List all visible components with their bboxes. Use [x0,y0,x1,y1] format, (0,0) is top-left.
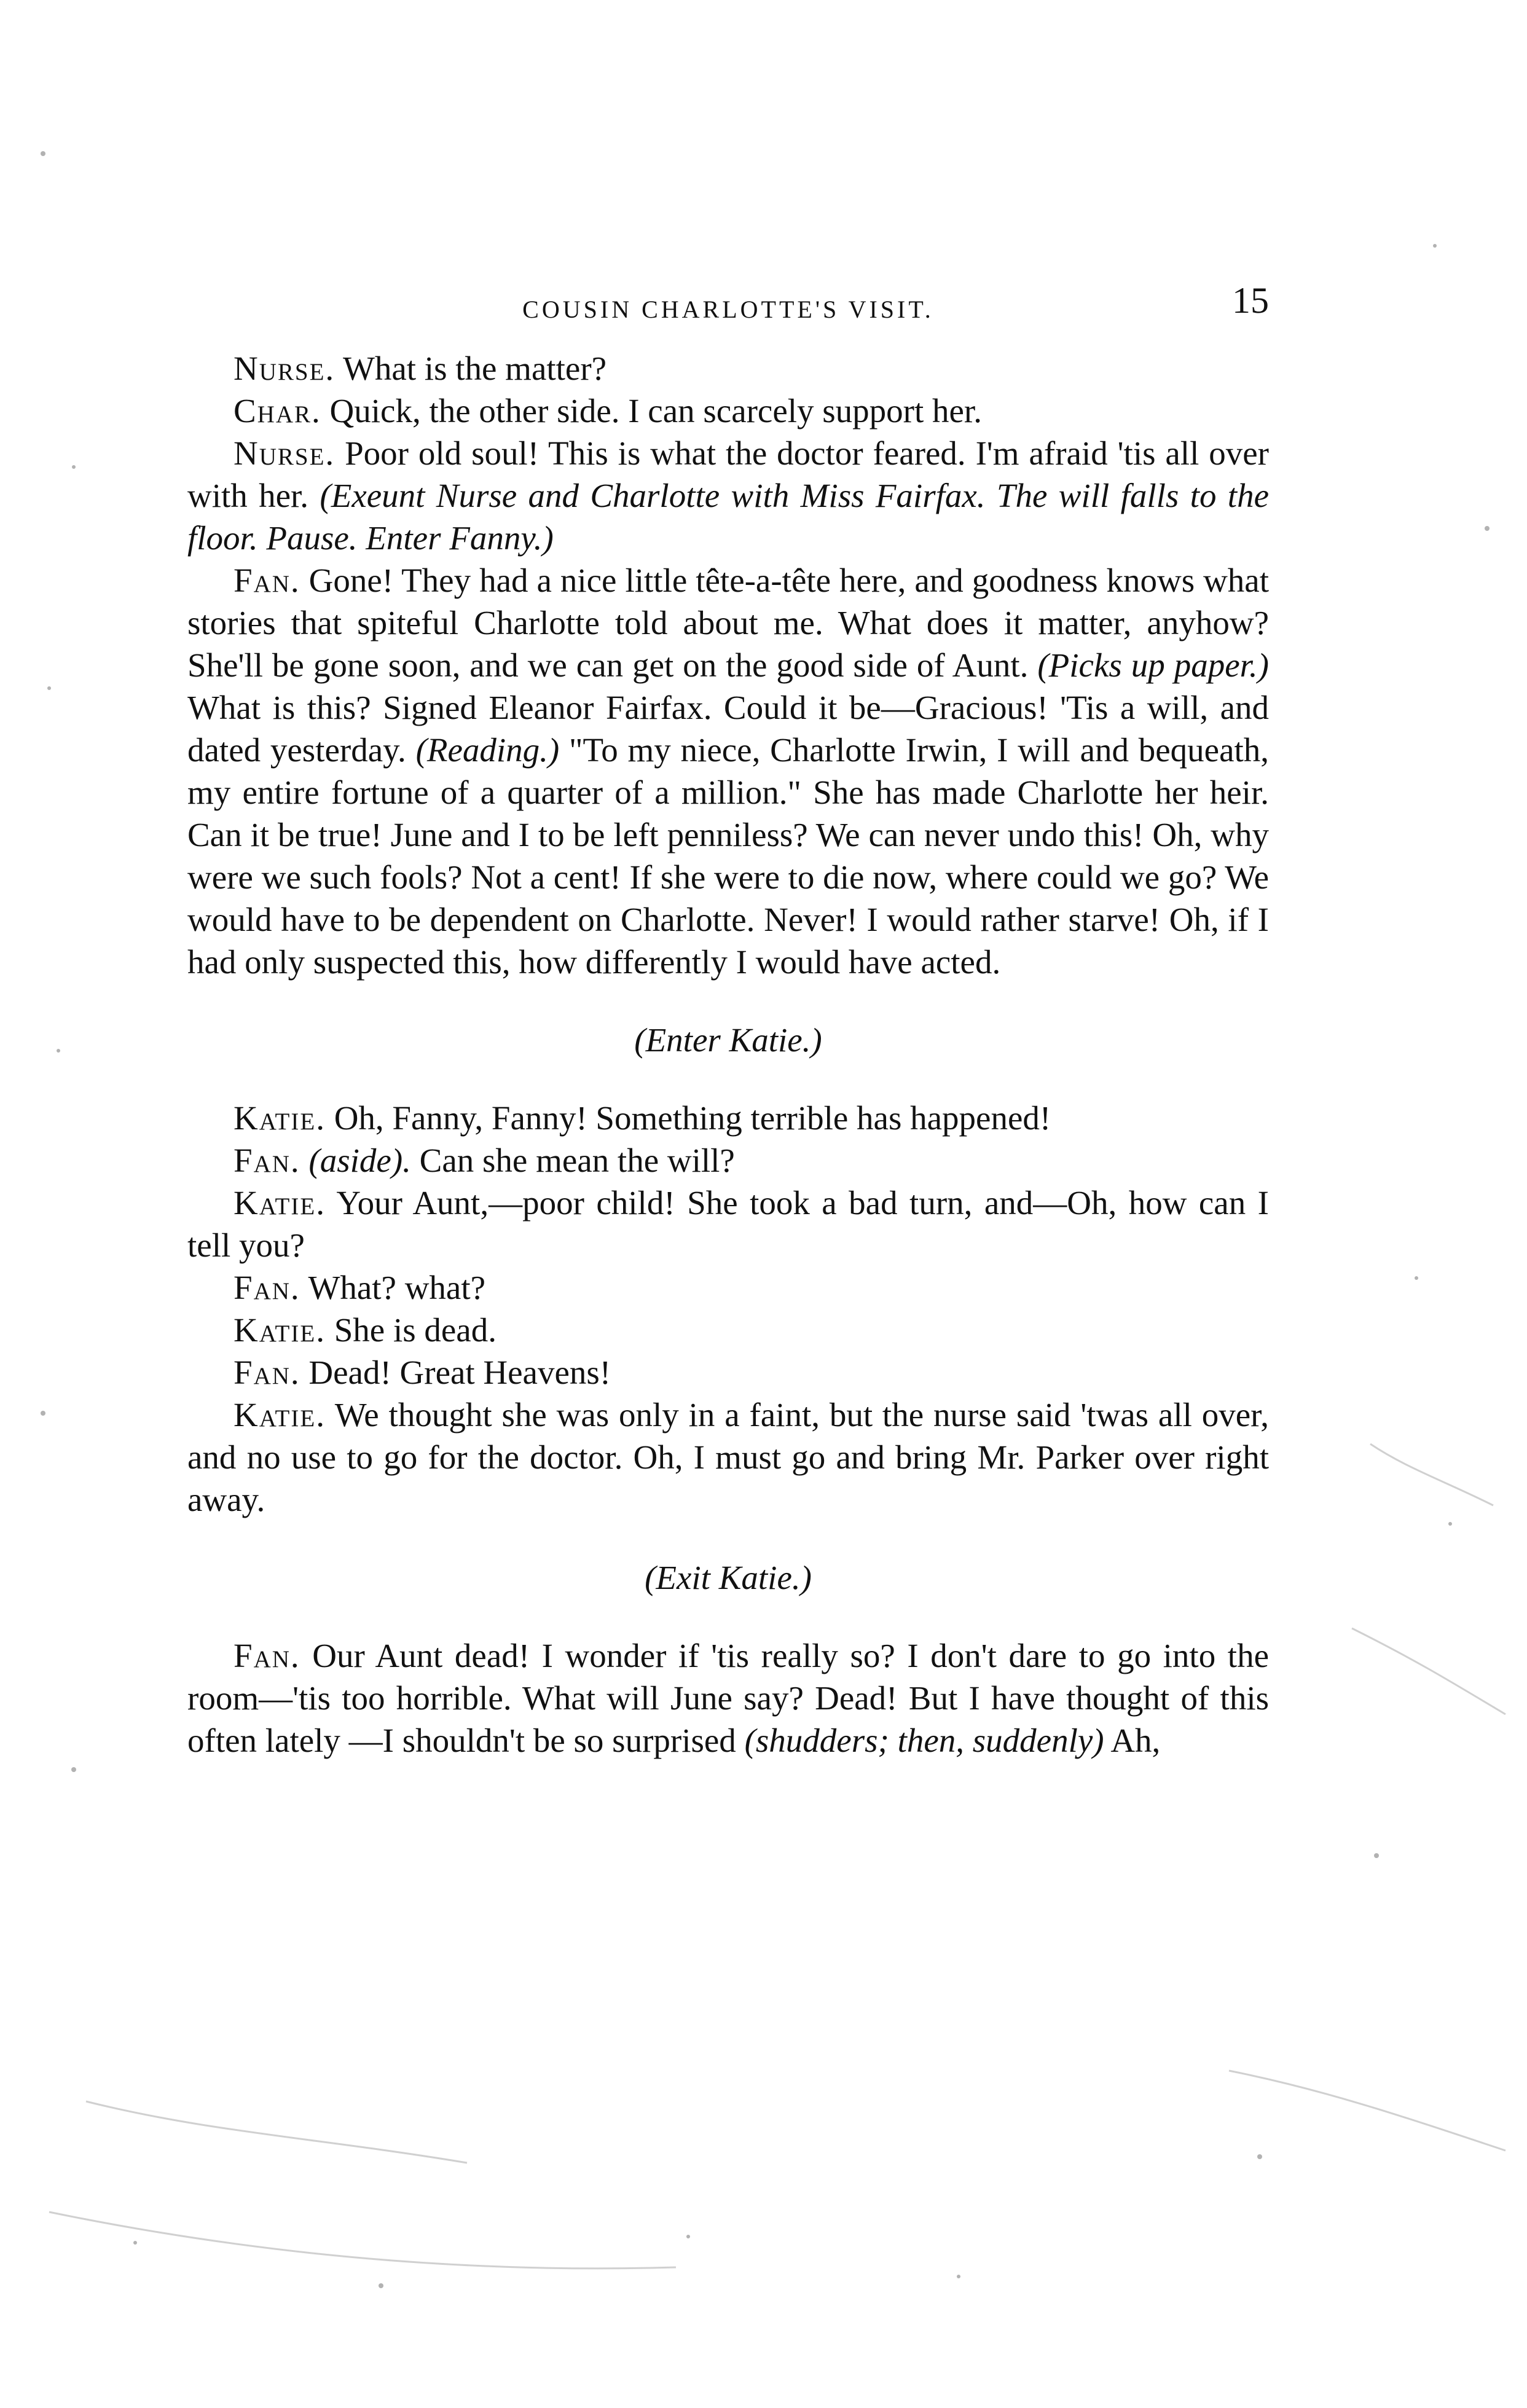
speaker-name: Katie. [234,1311,326,1349]
dialogue-text: We thought she was only in a faint, but the nurse said 'twas all over, and no use to go for the doctor. Oh, I must go and bring Mr. Parker over right away. [187,1396,1269,1518]
running-title: COUSIN CHARLOTTE'S VISIT. [522,296,934,323]
stage-direction [187,1556,1269,1599]
dialogue-text: Dead! Great Heavens! [308,1354,611,1391]
speaker-name: Char. [234,392,321,429]
dialogue-text: Can she mean the will? [419,1142,735,1179]
stage-direction: (Reading.) [415,731,560,769]
dialogue-line [187,432,1269,559]
stage-direction-text: (Exit Katie.) [645,1559,812,1596]
dialogue-text: Gone! They had a nice little tête-a-tête here, and goodness knows what stories that spiteful Charlotte told about me. What does it matter, anyhow? She'll be gone soon, and we can get on the good side of Aunt. [187,562,1269,684]
stage-direction: (Exeunt Nurse and Charlotte with Miss Fairfax. The will falls to the floor. Pause. Enter Fanny.) [187,477,1269,557]
stage-direction [187,1019,1269,1061]
stage-direction-text: (Enter Katie.) [634,1021,822,1059]
dialogue-text: Oh, Fanny, Fanny! Something terrible has happened! [334,1099,1051,1137]
dialogue-line [187,1309,1269,1351]
dialogue-line [187,390,1269,432]
dialogue-text: Your Aunt,—poor child! She took a bad turn, and—Oh, how can I tell you? [187,1184,1269,1264]
page-header [187,280,1269,347]
dialogue-line [187,1139,1269,1182]
dialogue-text: What is the matter? [342,350,607,387]
speaker-name: Katie. [234,1184,326,1222]
dialogue-text: "To my niece, Charlotte Irwin, I will and bequeath, my entire fortune of a quarter of a million." She has made Charlotte her heir. Can it be true! June and I to be left penniless? We can never undo this! Oh, why were we such fools? Not a cent! If she were to die now, where could we go? We would have to be dependent on Charlotte. Never! I would rather starve! Oh, if I had only suspected this, how differently I would have acted. [187,731,1270,981]
stage-direction: (Picks up paper.) [1037,646,1269,684]
dialogue-text: What is this? Signed Eleanor Fairfax. Could it be—Gracious! 'Tis a will, and dated yesterday. [187,689,1269,769]
speaker-name: Fan. [234,1354,300,1391]
dialogue-line [187,1394,1269,1521]
dialogue-line [187,1634,1269,1762]
page-number: 15 [1232,280,1269,321]
dialogue-text: Ah, [1110,1722,1161,1759]
dialogue-text: She is dead. [334,1311,497,1349]
dialogue-line [187,1351,1269,1394]
dialogue-line [187,1266,1269,1309]
speaker-name: Fan. [234,562,300,599]
dialogue-text: Our Aunt dead! I wonder if 'tis really so? I don't dare to go into the room—'tis too horrible. What will June say? Dead! But I have thought of this often lately —I shouldn't be so surprised [187,1637,1269,1759]
speaker-name: Katie. [234,1099,326,1137]
stage-direction: (shudders; then, suddenly) [744,1722,1104,1759]
dialogue-text: Poor old soul! This is what the doctor feared. I'm afraid 'tis all over with her. [187,434,1270,514]
speaker-name: Nurse. [234,434,336,472]
dialogue-line [187,559,1269,983]
speaker-name: Katie. [234,1396,326,1433]
speaker-name: Nurse. [234,350,336,387]
dialogue-text: Quick, the other side. I can scarcely support her. [329,392,982,429]
dialogue-line [187,1097,1269,1139]
dialogue-text: What? what? [308,1269,486,1306]
aside-direction: (aside). [308,1142,411,1179]
dialogue-line [187,1182,1269,1266]
play-text [187,347,1269,1762]
dialogue-line [187,347,1269,390]
speaker-name: Fan. [234,1637,300,1674]
speaker-name: Fan. [234,1142,300,1179]
page-column [187,280,1269,1762]
speaker-name: Fan. [234,1269,300,1306]
